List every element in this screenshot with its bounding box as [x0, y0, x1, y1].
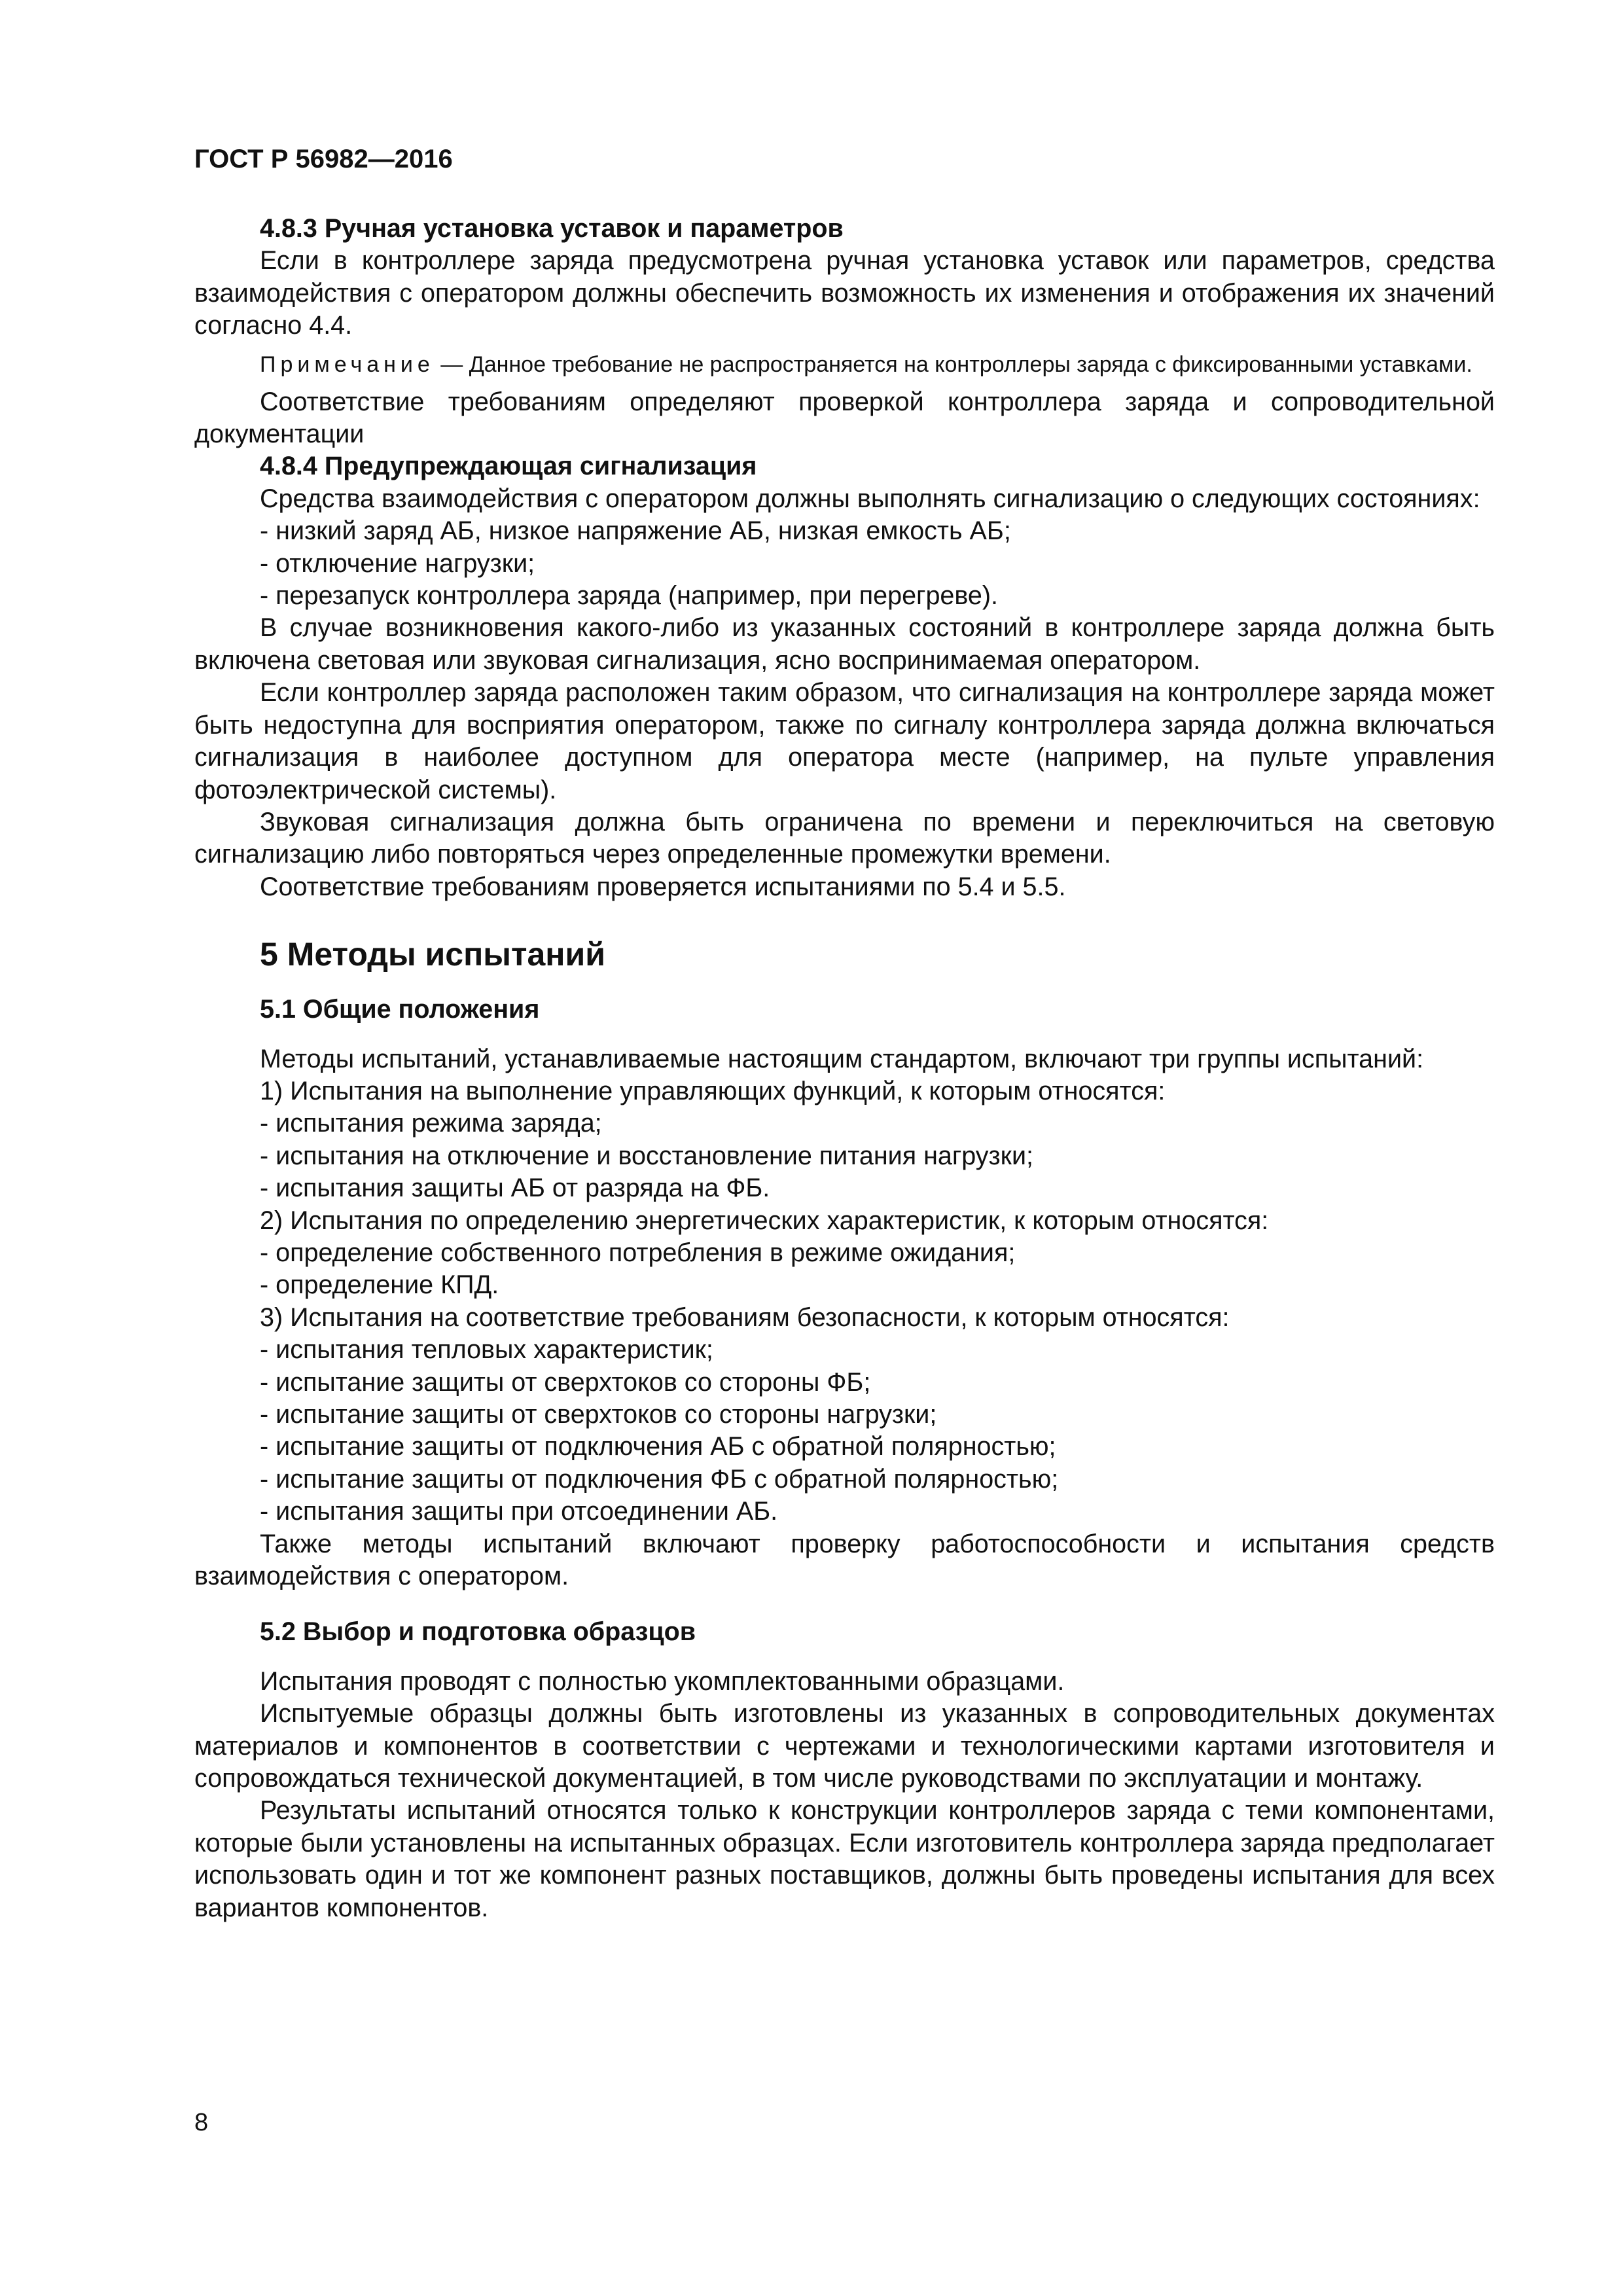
page-number: 8: [194, 2109, 209, 2136]
section-4-8-4-conformity: Соответствие требованиям проверяется испытаниями по 5.4 и 5.5.: [260, 872, 1066, 901]
list-item: - перезапуск контроллера заряда (например, при перегреве).: [260, 581, 999, 611]
note: [194, 350, 1495, 380]
note-label: Примечание: [260, 351, 435, 377]
list-item: - испытания на отключение и восстановление питания нагрузки;: [260, 1141, 1033, 1170]
section-4-8-4-paragraph: В случае возникновения какого-либо из указанных состояний в контроллере заряда должна быть включена световая или звуковая сигнализация, ясно воспринимаемая оператором.: [194, 613, 1495, 675]
list-item: 1) Испытания на выполнение управляющих функций, к которым относятся:: [260, 1076, 1166, 1105]
list-item: - низкий заряд АБ, низкое напряжение АБ, низкая емкость АБ;: [260, 516, 1011, 546]
section-4-8-4-paragraph: Если контроллер заряда расположен таким образом, что сигнализация на контроллере заряда может быть недоступна для восприятия оператором, также по сигналу контроллера заряда должна включаться сигнализация в наиболее доступном для оператора месте (например, на пульте управления фотоэлектрической системы).: [194, 678, 1495, 804]
list-item: - определение КПД.: [260, 1270, 499, 1300]
list-item: - испытание защиты от сверхтоков со стороны нагрузки;: [260, 1400, 937, 1429]
list-item: - испытание защиты от сверхтоков со стороны ФБ;: [260, 1367, 871, 1397]
section-4-8-3-title: 4.8.3 Ручная установка уставок и параметров: [260, 214, 844, 243]
list-item: - испытание защиты от подключения АБ с обратной полярностью;: [260, 1432, 1056, 1462]
list-item: Методы испытаний, устанавливаемые настоящим стандартом, включают три группы испытаний:: [260, 1044, 1424, 1073]
section-5-2-title: 5.2 Выбор и подготовка образцов: [260, 1617, 696, 1647]
list-item: 3) Испытания на соответствие требованиям безопасности, к которым относятся:: [260, 1302, 1230, 1332]
section-5-2-paragraph: Результаты испытаний относятся только к конструкции контроллеров заряда с теми компонентами, которые были установлены на испытанных образцах. Если изготовитель контроллера заряда предполагает использовать один и тот же компонент разных поставщиков, должны быть проведены испытания для всех вариантов компонентов.: [194, 1796, 1495, 1922]
section-4-8-4-title: 4.8.4 Предупреждающая сигнализация: [260, 452, 757, 481]
list-item: - отключение нагрузки;: [260, 548, 535, 578]
section-5-1-paragraph: Также методы испытаний включают проверку работоспособности и испытания средств взаимодействия с оператором.: [194, 1529, 1495, 1591]
section-4-8-3-conformity: Соответствие требованиям определяют проверкой контроллера заряда и сопроводительной документации: [194, 387, 1495, 449]
list-item: 2) Испытания по определению энергетических характеристик, к которым относятся:: [260, 1206, 1269, 1235]
document-id: ГОСТ Р 56982—2016: [194, 145, 453, 173]
list-item: - определение собственного потребления в режиме ожидания;: [260, 1238, 1016, 1267]
section-4-8-3-paragraph: Если в контроллере заряда предусмотрена ручная установка уставок или параметров, средства взаимодействия с оператором должны обеспечить возможность их изменения и отображения их значений согласно 4.4.: [194, 246, 1495, 340]
note-text: — Данное требование не распространяется на контроллеры заряда с фиксированными уставками.: [434, 351, 1472, 377]
list-item: - испытания режима заряда;: [260, 1109, 602, 1138]
document-page: [194, 143, 1495, 1924]
list-item: - испытание защиты от подключения ФБ с обратной полярностью;: [260, 1464, 1059, 1494]
list-item: - испытания тепловых характеристик;: [260, 1335, 713, 1365]
section-5-1-title: 5.1 Общие положения: [260, 995, 540, 1024]
list-item: - испытания защиты при отсоединении АБ.: [260, 1497, 778, 1526]
section-4-8-4-paragraph: Звуковая сигнализация должна быть ограничена по времени и переключиться на световую сигнализацию либо повторяться через определенные промежутки времени.: [194, 807, 1495, 869]
section-4-8-4-paragraph: Средства взаимодействия с оператором должны выполнять сигнализацию о следующих состояниях:: [260, 484, 1480, 513]
list-item: - испытания защиты АБ от разряда на ФБ.: [260, 1174, 770, 1203]
section-5-title: 5 Методы испытаний: [260, 936, 605, 973]
section-5-2-paragraph: Испытания проводят с полностью укомплектованными образцами.: [260, 1666, 1065, 1696]
section-5-2-paragraph: Испытуемые образцы должны быть изготовлены из указанных в сопроводительных документах материалов и компонентов в соответствии с чертежами и технологическими картами изготовителя и сопровождаться технической документацией, в том числе руководствами по эксплуатации и монтажу.: [194, 1699, 1495, 1793]
